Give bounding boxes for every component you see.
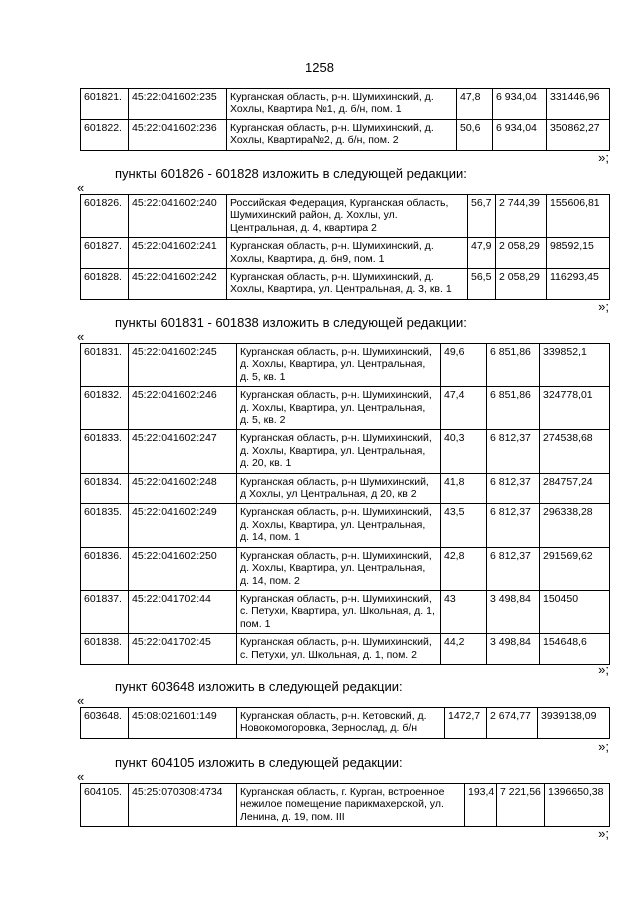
- opening-quote: «: [77, 693, 85, 708]
- area-cell: 47,4: [441, 387, 487, 430]
- row-number-cell: 603648.: [81, 708, 129, 739]
- address-cell: Курганская область, р-н. Шумихинский, д. Хохлы, Квартира, ул. Центральная, д. 5, кв. 2: [237, 387, 441, 430]
- row-number-cell: 601827.: [81, 238, 129, 269]
- opening-quote: «: [77, 769, 85, 784]
- table-row: [81, 387, 610, 430]
- row-number-cell: 601832.: [81, 387, 129, 430]
- area-cell: 56,7: [468, 195, 496, 238]
- table-block-1: [80, 88, 610, 151]
- cadastral-number-cell: 45:22:041602:249: [129, 504, 237, 547]
- address-cell: Курганская область, р-н. Шумихинский, д. Хохлы, Квартира№2, д. б/н, пом. 2: [227, 119, 457, 150]
- registry-table-4: [80, 707, 610, 739]
- table-row: [81, 473, 610, 504]
- table-row: [81, 504, 610, 547]
- total-value-cell: 274538,68: [540, 430, 610, 473]
- cadastral-number-cell: 45:22:041602:247: [129, 430, 237, 473]
- cadastral-number-cell: 45:22:041702:45: [129, 634, 237, 665]
- total-value-cell: 116293,45: [547, 269, 610, 300]
- cadastral-number-cell: 45:25:070308:4734: [129, 784, 237, 827]
- price-per-unit-cell: 6 812,37: [487, 504, 540, 547]
- total-value-cell: 155606,81: [547, 195, 610, 238]
- area-cell: 43: [441, 590, 487, 633]
- price-per-unit-cell: 6 812,37: [487, 547, 540, 590]
- total-value-cell: 98592,15: [547, 238, 610, 269]
- address-cell: Курганская область, р-н. Шумихинский, с. Петухи, ул. Школьная, д. 1, пом. 2: [237, 634, 441, 665]
- cadastral-number-cell: 45:22:041602:240: [129, 195, 227, 238]
- registry-table-5: [80, 783, 610, 827]
- area-cell: 193,4: [465, 784, 497, 827]
- row-number-cell: 601821.: [81, 89, 129, 120]
- table-row: [81, 708, 610, 739]
- cadastral-number-cell: 45:22:041702:44: [129, 590, 237, 633]
- area-cell: 47,8: [457, 89, 493, 120]
- row-number-cell: 601834.: [81, 473, 129, 504]
- cadastral-number-cell: 45:22:041602:242: [129, 269, 227, 300]
- cadastral-number-cell: 45:08:021601:149: [129, 708, 237, 739]
- price-per-unit-cell: 6 851,86: [487, 344, 540, 387]
- area-cell: 44,2: [441, 634, 487, 665]
- area-cell: 50,6: [457, 119, 493, 150]
- closing-quote: »;: [598, 662, 609, 677]
- area-cell: 43,5: [441, 504, 487, 547]
- area-cell: 1472,7: [445, 708, 487, 739]
- opening-quote: «: [77, 329, 85, 344]
- table-block-5: [80, 783, 610, 827]
- cadastral-number-cell: 45:22:041602:235: [129, 89, 227, 120]
- cadastral-number-cell: 45:22:041602:250: [129, 547, 237, 590]
- table-row: [81, 269, 610, 300]
- price-per-unit-cell: 2 058,29: [496, 238, 547, 269]
- row-number-cell: 601826.: [81, 195, 129, 238]
- table-row: [81, 547, 610, 590]
- price-per-unit-cell: 3 498,84: [487, 634, 540, 665]
- price-per-unit-cell: 6 851,86: [487, 387, 540, 430]
- row-number-cell: 601838.: [81, 634, 129, 665]
- price-per-unit-cell: 6 934,04: [493, 119, 547, 150]
- address-cell: Курганская область, р-н. Шумихинский, д. Хохлы, Квартира №1, д. б/н, пом. 1: [227, 89, 457, 120]
- price-per-unit-cell: 6 812,37: [487, 430, 540, 473]
- closing-quote: »;: [598, 299, 609, 314]
- table-row: [81, 344, 610, 387]
- price-per-unit-cell: 7 221,56: [497, 784, 545, 827]
- table-row: [81, 590, 610, 633]
- row-number-cell: 601831.: [81, 344, 129, 387]
- price-per-unit-cell: 2 674,77: [487, 708, 538, 739]
- closing-quote: »;: [598, 826, 609, 841]
- area-cell: 42,8: [441, 547, 487, 590]
- table-row: [81, 634, 610, 665]
- total-value-cell: 350862,27: [547, 119, 610, 150]
- registry-table-3: [80, 343, 610, 665]
- price-per-unit-cell: 6 934,04: [493, 89, 547, 120]
- section-heading: пункт 603648 изложить в следующей редакции:: [115, 679, 403, 694]
- table-row: [81, 119, 610, 150]
- registry-table-2: [80, 194, 610, 300]
- row-number-cell: 601833.: [81, 430, 129, 473]
- address-cell: Курганская область, р-н Шумихинский, д Хохлы, ул Центральная, д 20, кв 2: [237, 473, 441, 504]
- address-cell: Курганская область, р-н. Шумихинский, д. Хохлы, Квартира, ул. Центральная, д. 3, кв. 1: [227, 269, 468, 300]
- total-value-cell: 1396650,38: [545, 784, 610, 827]
- row-number-cell: 604105.: [81, 784, 129, 827]
- address-cell: Российская Федерация, Курганская область, Шумихинский район, д. Хохлы, ул. Центральная, д. 4, квартира 2: [227, 195, 468, 238]
- cadastral-number-cell: 45:22:041602:236: [129, 119, 227, 150]
- total-value-cell: 324778,01: [540, 387, 610, 430]
- area-cell: 40,3: [441, 430, 487, 473]
- address-cell: Курганская область, р-н. Шумихинский, д. Хохлы, Квартира, ул. Центральная, д. 14, пом. 2: [237, 547, 441, 590]
- total-value-cell: 150450: [540, 590, 610, 633]
- total-value-cell: 3939138,09: [538, 708, 610, 739]
- total-value-cell: 339852,1: [540, 344, 610, 387]
- total-value-cell: 291569,62: [540, 547, 610, 590]
- cadastral-number-cell: 45:22:041602:248: [129, 473, 237, 504]
- address-cell: Курганская область, р-н. Шумихинский, д. Хохлы, Квартира, ул. Центральная, д. 20, кв. 1: [237, 430, 441, 473]
- cadastral-number-cell: 45:22:041602:245: [129, 344, 237, 387]
- price-per-unit-cell: 2 744,39: [496, 195, 547, 238]
- section-heading: пункты 601826 - 601828 изложить в следующей редакции:: [115, 166, 467, 181]
- address-cell: Курганская область, р-н. Шумихинский, д. Хохлы, Квартира, ул. Центральная, д. 14, пом. 1: [237, 504, 441, 547]
- total-value-cell: 296338,28: [540, 504, 610, 547]
- row-number-cell: 601828.: [81, 269, 129, 300]
- price-per-unit-cell: 3 498,84: [487, 590, 540, 633]
- closing-quote: »;: [598, 150, 609, 165]
- cadastral-number-cell: 45:22:041602:241: [129, 238, 227, 269]
- row-number-cell: 601836.: [81, 547, 129, 590]
- table-block-2: [80, 194, 610, 300]
- row-number-cell: 601837.: [81, 590, 129, 633]
- address-cell: Курганская область, р-н. Шумихинский, с. Петухи, Квартира, ул. Школьная, д. 1, пом. 1: [237, 590, 441, 633]
- row-number-cell: 601835.: [81, 504, 129, 547]
- address-cell: Курганская область, р-н. Шумихинский, д. Хохлы, Квартира, ул. Центральная, д. 5, кв. 1: [237, 344, 441, 387]
- area-cell: 47,9: [468, 238, 496, 269]
- row-number-cell: 601822.: [81, 119, 129, 150]
- total-value-cell: 154648,6: [540, 634, 610, 665]
- area-cell: 41,8: [441, 473, 487, 504]
- address-cell: Курганская область, р-н. Шумихинский, д. Хохлы, Квартира, д. бн9, пом. 1: [227, 238, 468, 269]
- total-value-cell: 284757,24: [540, 473, 610, 504]
- table-row: [81, 784, 610, 827]
- page-number: 1258: [305, 60, 334, 75]
- price-per-unit-cell: 6 812,37: [487, 473, 540, 504]
- table-block-3: [80, 343, 610, 665]
- address-cell: Курганская область, р-н. Кетовский, д. Новокомогоровка, Зернослад, д. б/н: [237, 708, 445, 739]
- address-cell: Курганская область, г. Курган, встроенное нежилое помещение парикмахерской, ул. Ленина, д. 19, пом. III: [237, 784, 465, 827]
- table-row: [81, 195, 610, 238]
- area-cell: 49,6: [441, 344, 487, 387]
- section-heading: пункт 604105 изложить в следующей редакции:: [115, 755, 403, 770]
- cadastral-number-cell: 45:22:041602:246: [129, 387, 237, 430]
- price-per-unit-cell: 2 058,29: [496, 269, 547, 300]
- closing-quote: »;: [598, 739, 609, 754]
- table-row: [81, 430, 610, 473]
- table-row: [81, 89, 610, 120]
- registry-table-1: [80, 88, 610, 151]
- table-block-4: [80, 707, 610, 739]
- total-value-cell: 331446,96: [547, 89, 610, 120]
- opening-quote: «: [77, 180, 85, 195]
- table-row: [81, 238, 610, 269]
- section-heading: пункты 601831 - 601838 изложить в следующей редакции:: [115, 315, 467, 330]
- area-cell: 56,5: [468, 269, 496, 300]
